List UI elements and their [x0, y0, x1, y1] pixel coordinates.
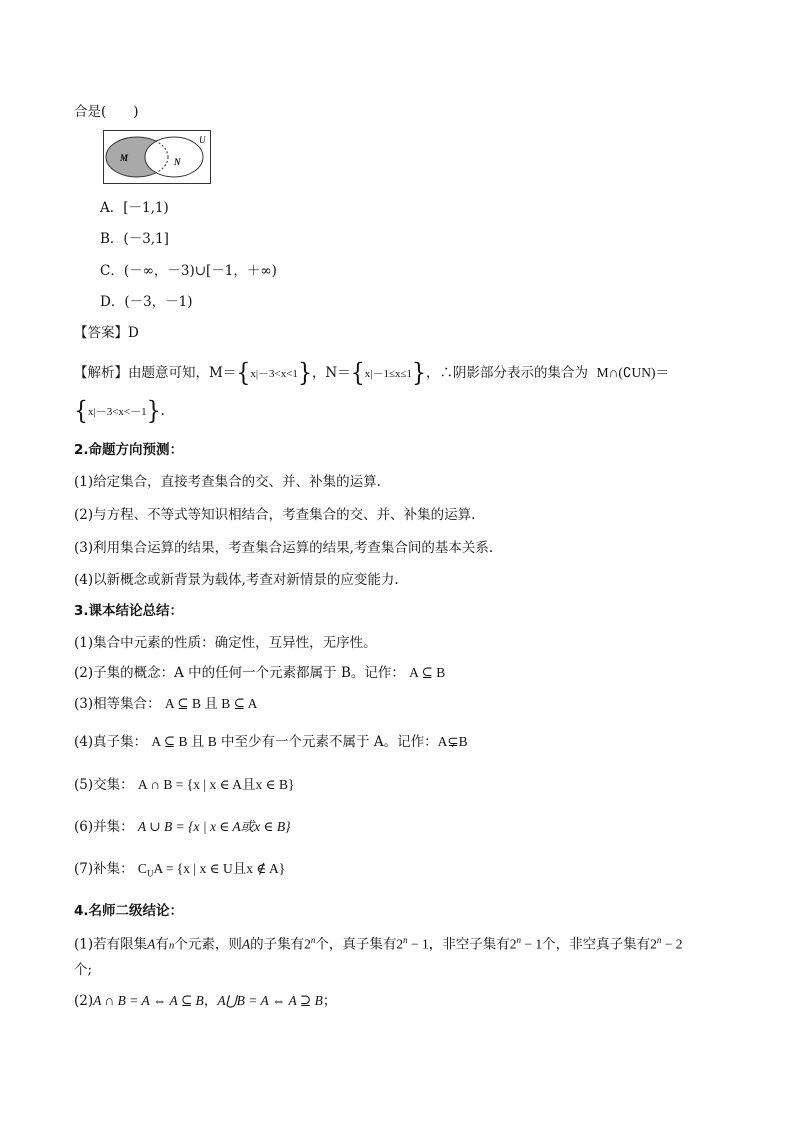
option-a-text: [－1,1) — [123, 200, 169, 216]
section-4-item-2: (2)A ∩ B = A ⇔ A ⊆ B，A⋃B = A ⇔ A ⊇ B； — [74, 993, 337, 1009]
section-3-item-5: (5)交集： A ∩ B = {x | x ∈ A且x ∈ B} — [74, 777, 295, 793]
option-b — [100, 230, 169, 248]
section-4-item-1-tail: 个; — [74, 962, 93, 978]
section-4-title: 4.名师二级结论： — [74, 903, 184, 919]
answer: 【答案】D — [74, 325, 139, 341]
option-b-text: (－3,1] — [123, 231, 169, 247]
option-a-letter: A． — [100, 200, 124, 216]
section-3-item-4: (4)真子集： A ⊆ B 且 B 中至少有一个元素不属于 A。记作：A⊊B — [74, 734, 468, 750]
result-set-expression: x|－3<x<－1 — [88, 406, 147, 418]
section-3-item-7: (7)补集： $C_UA = \{x$ | x ∈ U且x ∉ A} — [74, 861, 286, 879]
option-c-text: (－∞，－3)∪[－1，＋∞) — [123, 263, 277, 279]
section-2-item-2: (2)与方程、不等式等知识相结合，考查集合的交、并、补集的运算. — [74, 507, 476, 523]
section-3-item-2: (2)子集的概念：A 中的任何一个元素都属于 B。记作： A ⊆ B — [74, 665, 446, 681]
option-d-letter: D． — [100, 294, 125, 310]
section-2-item-4: (4)以新概念或新背景为载体,考查对新情景的应变能力. — [74, 572, 399, 588]
question-tail: 合是( ) — [74, 104, 139, 120]
option-c — [100, 262, 277, 280]
section-3-item-3: (3)相等集合： A ⊆ B 且 B ⊆ A — [74, 696, 258, 712]
option-c-letter: C． — [100, 263, 124, 279]
option-d — [100, 293, 193, 311]
set-m-expression: x|－3<x<1 — [250, 368, 298, 380]
analysis-line-2: {x|－3<x<－1}. — [74, 397, 165, 426]
venn-diagram — [103, 130, 211, 184]
section-2-item-3: (3)利用集合运算的结果，考查集合运算的结果,考查集合间的基本关系. — [74, 540, 494, 556]
universe-label: U — [199, 135, 206, 145]
option-b-letter: B． — [100, 231, 124, 247]
section-3-item-1: (1)集合中元素的性质：确定性，互异性，无序性。 — [74, 635, 377, 651]
option-a — [100, 199, 169, 217]
section-2-title: 2.命题方向预测： — [74, 442, 184, 458]
set-n-expression: x|－1≤x≤1 — [364, 368, 413, 380]
set-n-label: N — [174, 157, 181, 167]
section-4-item-1: (1)若有限集A有n个元素，则A的子集有2$^n$个，真子集有$2^n - 1$，非空子集有$2^n - 1$个，非空真子集有$2^n - 2$ — [74, 935, 683, 953]
set-m-label: M — [120, 153, 129, 163]
option-d-text: (－3，－1) — [124, 294, 193, 310]
section-3-title: 3.课本结论总结： — [74, 603, 184, 619]
section-3-item-6: (6)并集： A ∪ B = {x | x ∈ A或x ∈ B} — [74, 819, 291, 835]
analysis-line-1: 【解析】由题意可知，M＝{x|－3<x<1}，N＝{x|－1≤x≤1}，∴阴影部分表示的集合为 M∩(∁UN)＝ — [74, 359, 669, 388]
section-2-item-1: (1)给定集合，直接考查集合的交、并、补集的运算. — [74, 474, 381, 490]
complement-expression: M∩(∁UN)＝ — [596, 365, 669, 380]
